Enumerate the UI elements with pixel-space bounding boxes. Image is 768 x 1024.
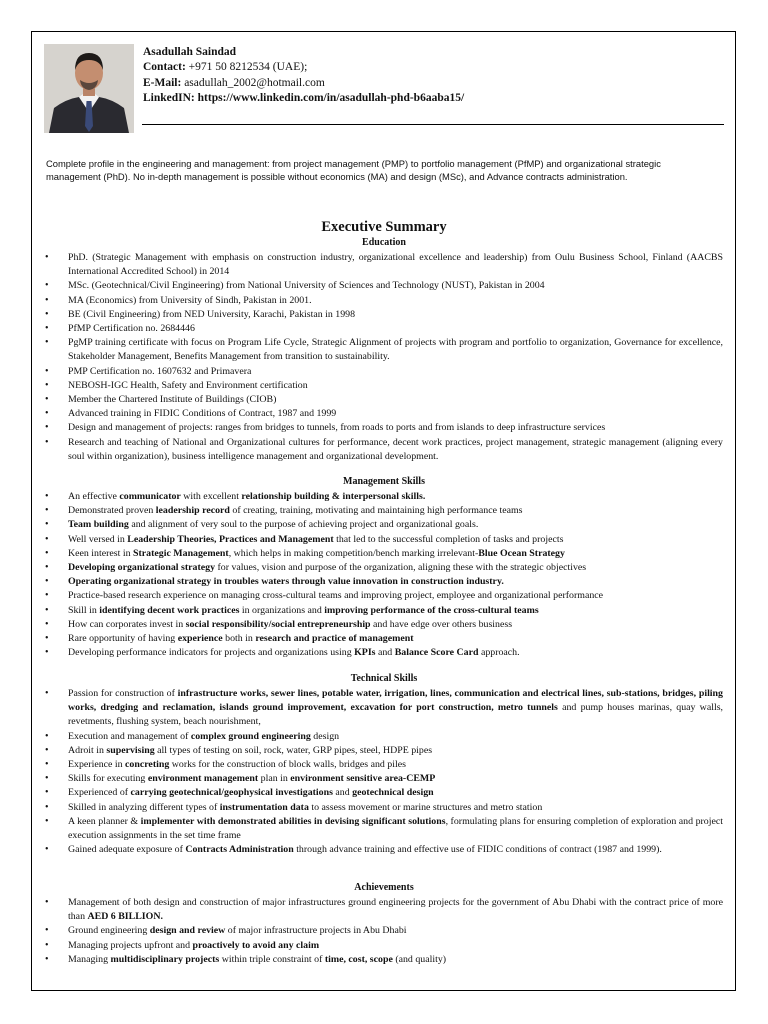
bullet-item bbox=[68, 924, 723, 938]
linkedin-url[interactable]: https://www.linkedin.com/in/asadullah-phd-b6aaba15/ bbox=[197, 91, 465, 104]
bold-text: supervising bbox=[106, 744, 155, 756]
bold-text: relationship building & interpersonal skills. bbox=[241, 491, 426, 502]
text-run: design bbox=[310, 730, 340, 742]
text-run: Skills for executing bbox=[68, 773, 148, 785]
text-run: through advance training and effective use of FIDIC conditions of contract (1987 and 1999). bbox=[293, 844, 662, 856]
bullet-item bbox=[68, 575, 723, 589]
text-run: Well versed in bbox=[68, 533, 128, 545]
text-run: An effective bbox=[68, 491, 120, 502]
text-run: Member the Chartered Institute of Buildings (CIOB) bbox=[68, 394, 277, 406]
text-run: (and quality) bbox=[392, 953, 447, 965]
bold-text: multidisciplinary projects bbox=[110, 953, 220, 965]
text-run: works for the construction of block walls, bridges and piles bbox=[169, 759, 406, 771]
text-run: , which helps in making competition/bench marking irrelevant- bbox=[228, 547, 479, 559]
bullet-item bbox=[68, 547, 723, 561]
text-run: PfMP Certification no. 2684446 bbox=[68, 323, 195, 335]
bullet-item bbox=[68, 632, 723, 646]
text-run: Experienced of bbox=[68, 787, 131, 799]
technical-skills-heading: Technical Skills bbox=[350, 673, 418, 684]
text-run: and pump houses marinas, quay walls, revetments, flushing system, beach nourishment, bbox=[68, 702, 724, 728]
bold-text: research and practice of management bbox=[255, 633, 414, 645]
text-run: Developing performance indicators for projects and organizations using bbox=[68, 647, 355, 659]
bold-text: Operating organizational strategy in troubles waters through value innovation in construction industry. bbox=[68, 576, 504, 588]
text-run: Adroit in bbox=[68, 744, 107, 756]
bullet-item bbox=[68, 896, 723, 924]
bold-text: time, cost, scope bbox=[324, 953, 393, 965]
bold-text: Team building bbox=[68, 519, 129, 531]
bullet-item bbox=[68, 533, 723, 547]
bullet-item bbox=[68, 589, 723, 603]
bullet-item bbox=[68, 687, 723, 730]
text-run: and bbox=[375, 647, 395, 659]
text-run: and have edge over others business bbox=[370, 618, 513, 630]
text-run: all types of testing on soil, rock, water, GRP pipes, steel, HDPE pipes bbox=[154, 744, 433, 756]
text-run: in organizations and bbox=[239, 604, 325, 616]
text-run: Design and management of projects: ranges from bridges to tunnels, from roads to ports and from islands to deep infrastructure services bbox=[68, 422, 606, 434]
bold-text: geotechnical design bbox=[352, 787, 434, 799]
bullet-item bbox=[68, 730, 723, 744]
profile-summary: Complete profile in the engineering and management: from project management (PMP) to portfolio management (PfMP) and organizational strategic management (PhD). No in-depth management is possible without economics (MA) and design (MSc), and Advance contracts administration. bbox=[46, 158, 661, 183]
text-run: Skilled in analyzing different types of bbox=[68, 801, 220, 813]
bullet-item bbox=[68, 308, 723, 322]
text-run: NEBOSH-IGC Health, Safety and Environment certification bbox=[68, 379, 308, 391]
bold-text: leadership record bbox=[155, 505, 230, 517]
bold-text: carrying geotechnical/geophysical investigations bbox=[130, 787, 333, 799]
contact-line bbox=[143, 60, 464, 75]
text-run: Passion for construction of bbox=[68, 688, 178, 699]
bold-text: experience bbox=[177, 633, 223, 645]
bold-text: improving performance of the cross-cultural teams bbox=[324, 604, 539, 616]
executive-summary-title: Executive Summary bbox=[321, 219, 447, 235]
contact-label: Contact: bbox=[143, 61, 186, 74]
bold-text: instrumentation data bbox=[219, 801, 309, 813]
bullet-item bbox=[68, 953, 723, 967]
text-run: plan in bbox=[258, 773, 291, 785]
text-run: Research and teaching of National and Organizational cultures for performance, decent work practices, project management, strategic management (aligning every soul within organization), business intelligence management and organizational development. bbox=[68, 436, 723, 462]
bold-text: identifying decent work practices bbox=[99, 604, 240, 616]
text-run: for values, vision and purpose of the organization, aligning these with the strategic objectives bbox=[215, 562, 587, 574]
text-run: Experience in bbox=[68, 759, 126, 771]
bullet-item bbox=[68, 336, 723, 364]
text-run: Rare opportunity of having bbox=[68, 633, 178, 645]
text-run: Advanced training in FIDIC Conditions of Contract, 1987 and 1999 bbox=[68, 408, 337, 420]
bold-text: Leadership Theories, Practices and Management bbox=[127, 533, 334, 545]
text-run: within triple constraint of bbox=[219, 953, 325, 965]
text-run: Practice-based research experience on managing cross-cultural teams and improving project, employee and organizational performance bbox=[68, 590, 604, 602]
text-run: PgMP training certificate with focus on Program Life Cycle, Strategic Alignment of projects with program and portfolio to organization, Governance for excellence, Stakeholder Management, Benefits Management from transition to sustainability. bbox=[68, 337, 723, 363]
bullet-item bbox=[68, 646, 723, 660]
education-heading: Education bbox=[362, 237, 406, 248]
bullet-item bbox=[68, 279, 723, 293]
bold-text: proactively to avoid any claim bbox=[192, 939, 320, 951]
person-name: Asadullah Saindad bbox=[143, 46, 237, 58]
text-run: Execution and management of bbox=[68, 730, 191, 742]
bullet-item bbox=[68, 801, 723, 815]
bullet-item bbox=[68, 786, 723, 800]
text-run: Ground engineering bbox=[68, 925, 150, 937]
text-run: PMP Certification no. 1607632 and Primavera bbox=[68, 365, 252, 377]
bullet-item bbox=[68, 815, 723, 843]
bold-text: design and review bbox=[149, 925, 226, 937]
bold-text: Balance Score Card bbox=[394, 647, 479, 659]
bold-text: complex ground engineering bbox=[190, 730, 311, 742]
text-run: and alignment of very soul to the purpose of achieving project and organizational goals. bbox=[128, 519, 479, 531]
text-run: Skill in bbox=[68, 604, 100, 616]
linkedin-label: LinkedIN: bbox=[143, 91, 195, 104]
achievements-heading: Achievements bbox=[354, 882, 414, 893]
text-run: Managing projects upfront and bbox=[68, 939, 193, 951]
management-skills-list bbox=[68, 490, 723, 660]
text-run: that led to the successful completion of tasks and projects bbox=[333, 533, 564, 545]
bold-text: implementer with demonstrated abilities in devising significant solutions bbox=[140, 815, 446, 827]
bullet-item bbox=[68, 758, 723, 772]
text-run: MA (Economics) from University of Sindh, Pakistan in 2001. bbox=[68, 294, 312, 306]
bold-text: environment management bbox=[147, 773, 259, 785]
email-line bbox=[143, 76, 464, 91]
text-run: Management of both design and construction of major infrastructures ground engineering projects for the government of Abu Dhabi with the contract price of more than bbox=[68, 897, 723, 923]
bullet-item bbox=[68, 421, 723, 435]
bold-text: social responsibility/social entrepreneurship bbox=[185, 618, 371, 630]
bullet-item bbox=[68, 618, 723, 632]
bullet-item bbox=[68, 504, 723, 518]
bullet-item bbox=[68, 322, 723, 336]
text-run: to assess movement or marine structures and metro station bbox=[308, 801, 543, 813]
management-skills-heading: Management Skills bbox=[343, 476, 425, 487]
text-run: and bbox=[332, 787, 353, 799]
text-run: Demonstrated proven bbox=[68, 505, 156, 517]
bold-text: Strategic Management bbox=[133, 547, 229, 559]
bold-text: AED 6 BILLION. bbox=[87, 911, 163, 923]
text-run: MSc. (Geotechnical/Civil Engineering) from National University of Sciences and Technology (NUST), Pakistan in 2004 bbox=[68, 280, 545, 292]
bold-text: KPIs bbox=[354, 647, 376, 659]
bullet-item bbox=[68, 436, 723, 464]
bullet-item bbox=[68, 251, 723, 279]
bullet-item bbox=[68, 518, 723, 532]
text-run: A keen planner & bbox=[68, 815, 141, 827]
header-divider bbox=[142, 124, 724, 125]
education-list bbox=[68, 251, 723, 464]
bullet-item bbox=[68, 561, 723, 575]
text-run: Managing bbox=[68, 953, 111, 965]
bullet-item bbox=[68, 393, 723, 407]
phone-number: +971 50 8212534 (UAE); bbox=[188, 61, 308, 74]
bold-text: Contracts Administration bbox=[185, 844, 294, 856]
technical-skills-list bbox=[68, 687, 723, 857]
text-run: BE (Civil Engineering) from NED University, Karachi, Pakistan in 1998 bbox=[68, 308, 356, 320]
text-run: both in bbox=[222, 633, 256, 645]
text-run: Keen interest in bbox=[68, 547, 133, 559]
text-run: How can corporates invest in bbox=[68, 618, 186, 630]
bullet-item bbox=[68, 490, 723, 504]
profile-photo bbox=[44, 44, 134, 133]
bullet-item bbox=[68, 379, 723, 393]
email-address[interactable]: asadullah_2002@hotmail.com bbox=[184, 76, 325, 89]
bullet-item bbox=[68, 407, 723, 421]
text-run: with excellent bbox=[180, 491, 242, 502]
bold-text: Developing organizational strategy bbox=[68, 562, 216, 574]
text-run: of creating, training, motivating and maintaining high performance teams bbox=[229, 505, 523, 517]
text-run: , formulating plans for ensuring completion of exploration and project execution assignments in the set time frame bbox=[68, 815, 723, 842]
bold-text: infrastructure works, sewer lines, potable water, irrigation, lines, communication and electrical lines, sub-stations, bridges, piling works, dredging and reclamation, islands ground improvement, excavation for port construction, metro tunnels bbox=[68, 688, 723, 714]
achievements-list bbox=[68, 896, 723, 967]
text-run: approach. bbox=[478, 647, 520, 659]
bullet-item bbox=[68, 939, 723, 953]
text-run: PhD. (Strategic Management with emphasis on construction industry, organizational excellence and leadership) from Oulu Business School, Finland (AACBS International Accredited School) in 2014 bbox=[68, 252, 723, 278]
bold-text: Blue Ocean Strategy bbox=[478, 547, 565, 559]
bullet-item bbox=[68, 294, 723, 308]
bold-text: concreting bbox=[125, 759, 170, 771]
bold-text: environment sensitive area-CEMP bbox=[290, 773, 436, 785]
text-run: Gained adequate exposure of bbox=[68, 844, 186, 856]
bullet-item bbox=[68, 744, 723, 758]
bullet-item bbox=[68, 604, 723, 618]
linkedin-line bbox=[143, 91, 464, 106]
bullet-item bbox=[68, 843, 723, 857]
text-run: of major infrastructure projects in Abu Dhabi bbox=[225, 925, 407, 937]
bullet-item bbox=[68, 365, 723, 379]
bullet-item bbox=[68, 772, 723, 786]
contact-block bbox=[143, 45, 464, 106]
email-label: E-Mail: bbox=[143, 76, 182, 89]
bold-text: communicator bbox=[119, 491, 181, 502]
